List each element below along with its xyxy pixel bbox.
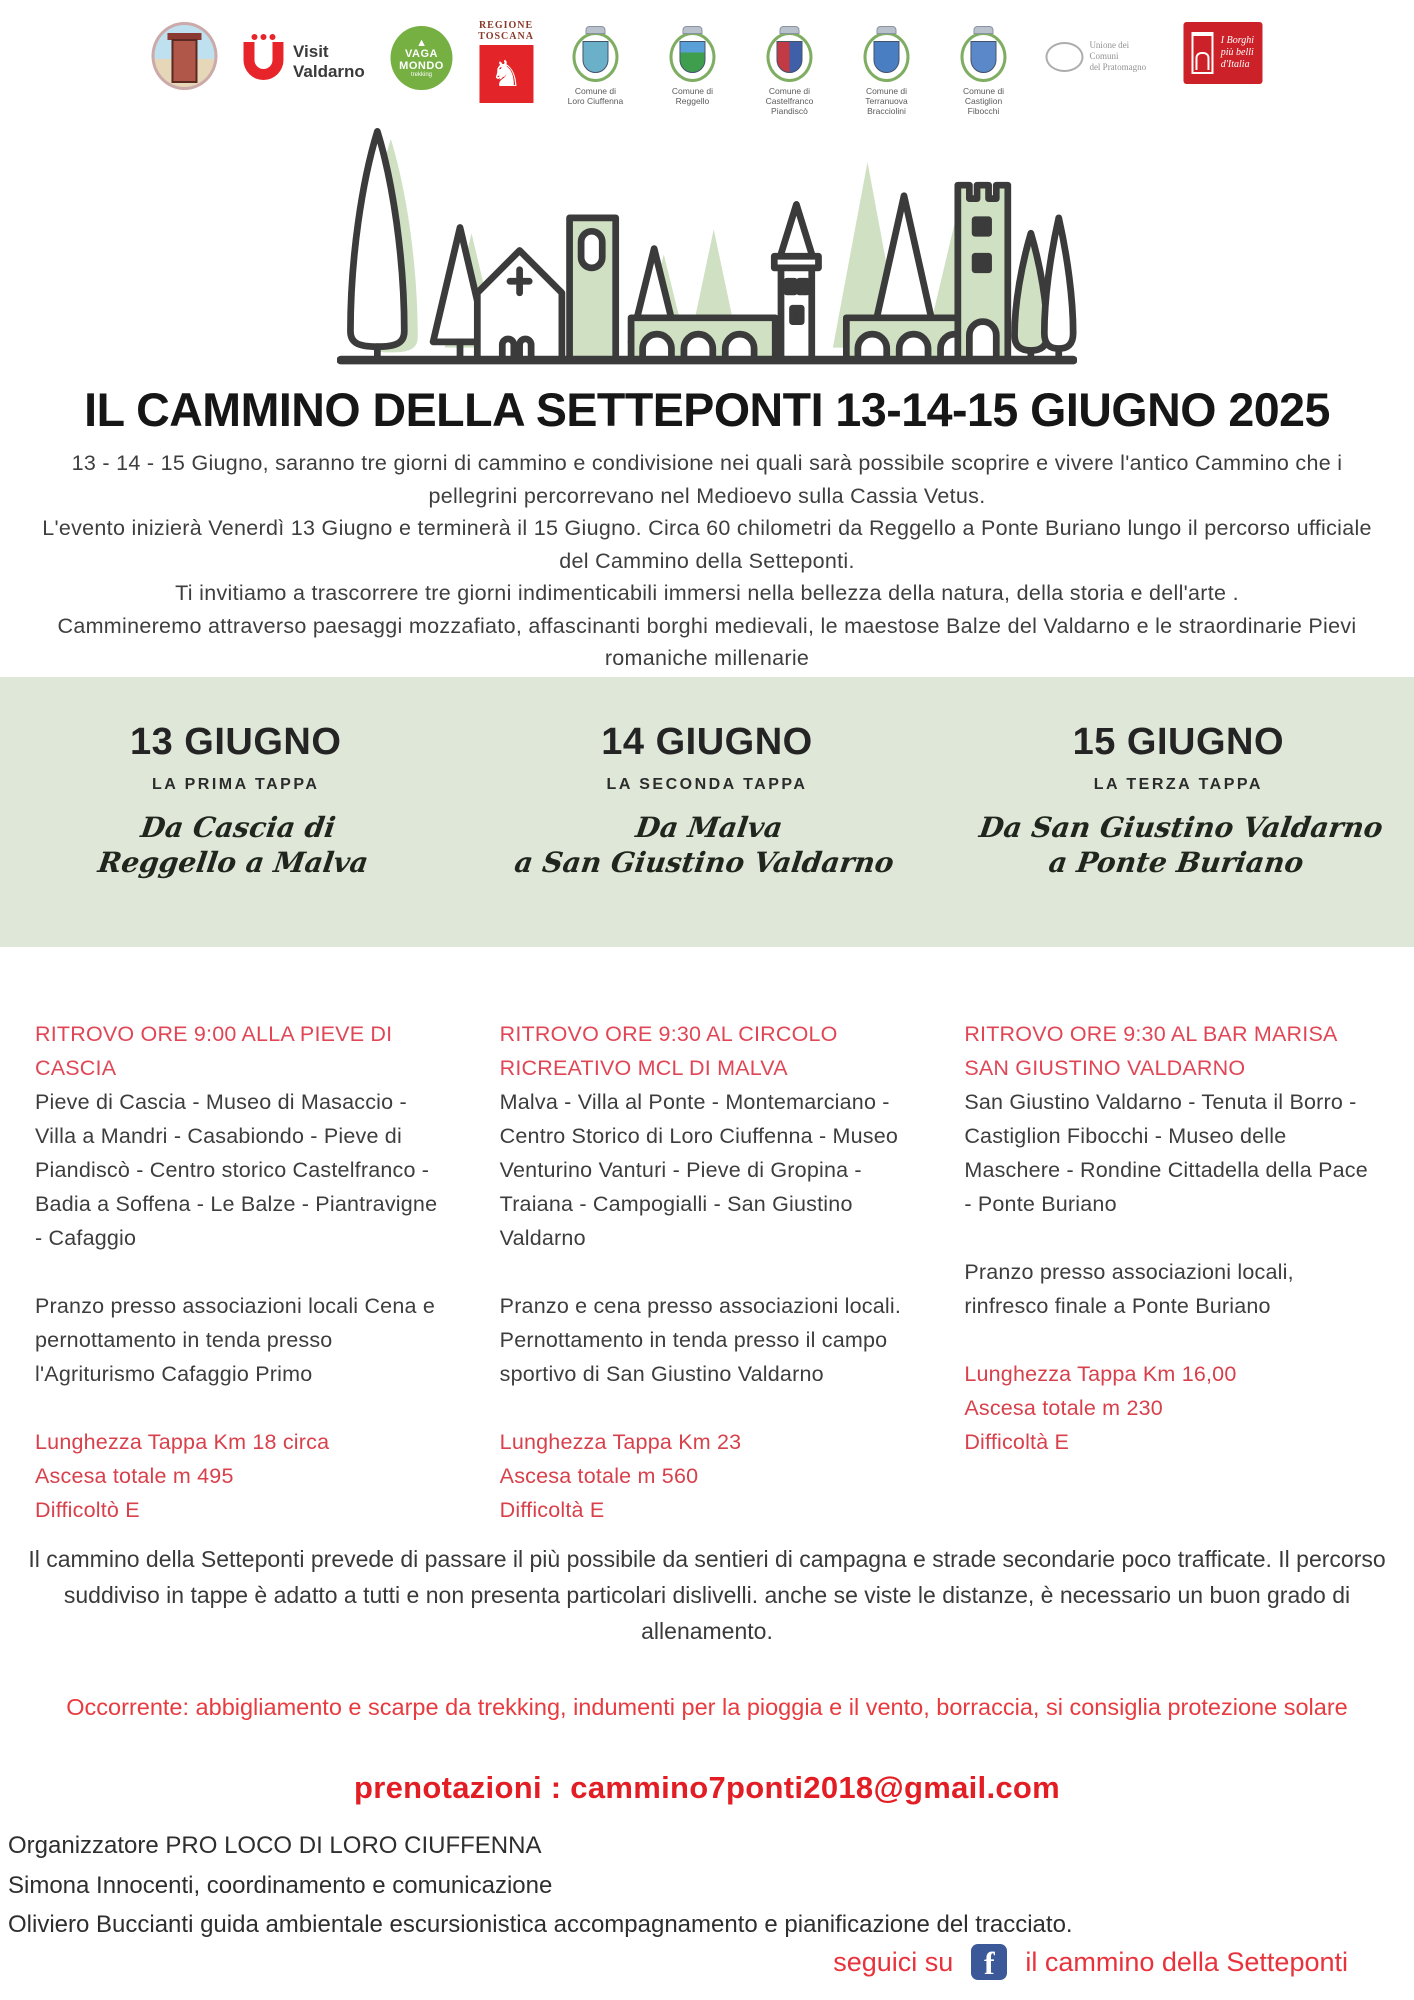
- proloco-loro-ciuffenna-logo: [151, 22, 217, 90]
- stage-stats: [35, 1425, 450, 1527]
- crest-wreath-icon: [766, 32, 812, 82]
- mountain-icon: ▲: [416, 37, 427, 49]
- stage-detail-column-1: [35, 1017, 450, 1527]
- visit-valdarno-u-icon: [243, 42, 283, 80]
- stage-difficulty: Difficoltà E: [964, 1430, 1070, 1454]
- booking-email[interactable]: prenotazioni : cammino7ponti2018@gmail.com: [353, 1770, 1060, 1805]
- meeting-point: RITROVO ORE 9:30 AL BAR MARISA SAN GIUSTINO VALDARNO: [964, 1022, 1337, 1080]
- stage-detail-column-2: [500, 1017, 915, 1527]
- page-title: IL CAMMINO DELLA SETTEPONTI 13-14-15 GIUGNO 2025: [84, 383, 1330, 436]
- stage-route: Da San Giustino Valdarno a Ponte Buriano: [976, 811, 1385, 879]
- stage-band: [0, 677, 1414, 947]
- regione-toscana-wordmark: [478, 20, 534, 42]
- stage-length: Lunghezza Tappa Km 23: [499, 1430, 742, 1454]
- stage-ascent: Ascesa totale m 560: [499, 1464, 699, 1488]
- itinerary: Malva - Villa al Ponte - Montemarciano - Centro Storico di Loro Ciuffenna - Museo Venturino Vanturi - Pieve di Gropina - Traiana - Campogialli - San Giustino Valdarno: [499, 1090, 899, 1250]
- stage-length: Lunghezza Tappa Km 16,00: [964, 1362, 1237, 1386]
- crest-shield-icon: [873, 41, 899, 73]
- crest-crown-icon: [585, 26, 605, 34]
- unione-comuni-pratomagno-logo: [1045, 40, 1157, 73]
- unione-oval-icon: [1045, 42, 1083, 72]
- crest-wreath-icon: [961, 32, 1007, 82]
- equipment-note: Occorrente: abbigliamento e scarpe da trekking, indumenti per la pioggia e il vento, borraccia, si consiglia protezione solare: [66, 1694, 1348, 1720]
- crest-shield-icon: [582, 41, 608, 73]
- organizer-block: [8, 1826, 1406, 1945]
- closing-paragraph: Il cammino della Setteponti prevede di passare il più possibile da sentieri di campagna e strade secondarie poco trafficate. Il percorso suddiviso in tappe è adatto a tutti e non presenta particolari dislivelli. anche se viste le distanze, è necessario un buon grado di allenamento.: [28, 1546, 1386, 1644]
- coordination-line: Simona Innocenti, coordinamento e comunicazione: [8, 1871, 553, 1899]
- vagamondo-sub: trekking: [411, 72, 433, 78]
- visit-valdarno-logo: [243, 34, 365, 82]
- organizer-line: Organizzatore PRO LOCO DI LORO CIUFFENNA: [8, 1832, 542, 1859]
- stage-stats: [500, 1425, 915, 1527]
- regione-line1: REGIONE: [478, 20, 534, 31]
- crest-wreath-icon: [669, 32, 715, 82]
- stage-length: Lunghezza Tappa Km 18 circa: [35, 1430, 330, 1454]
- meeting-point: RITROVO ORE 9:00 ALLA PIEVE DI CASCIA: [35, 1022, 393, 1080]
- crest-crown-icon: [779, 26, 799, 34]
- regione-toscana-logo: [478, 20, 534, 103]
- crest-crown-icon: [974, 26, 994, 34]
- crest-caption: Comune di Castiglion Fibocchi: [962, 86, 1005, 116]
- stage-label: LA PRIMA TAPPA: [151, 776, 320, 793]
- comune-loro-ciuffenna-crest: [560, 32, 631, 106]
- crest-caption: Comune di Terranuova Bracciolini: [865, 86, 908, 116]
- visit-valdarno-mark-icon: [243, 34, 283, 80]
- stage-detail-column-3: [964, 1017, 1379, 1527]
- pegasus-horse-icon: ♞: [489, 53, 523, 94]
- crest-wreath-icon: [863, 32, 909, 82]
- facebook-page-name[interactable]: il cammino della Setteponti: [1025, 1946, 1348, 1977]
- logistics: Pranzo e cena presso associazioni locali. Pernottamento in tenda presso il campo sportivo di San Giustino Valdarno: [499, 1294, 902, 1386]
- vagamondo-trekking-logo: [391, 26, 452, 90]
- stage-column-1: [0, 721, 471, 947]
- follow-line: [0, 1944, 1348, 1980]
- visit-valdarno-dots-icon: [251, 34, 275, 40]
- regione-toscana-emblem: [479, 45, 533, 103]
- stage-date: 13 GIUGNO: [129, 721, 342, 763]
- vagamondo-line2: MONDO: [399, 60, 444, 72]
- stage-difficulty: Difficoltà E: [499, 1498, 605, 1522]
- crest-shield-icon: [971, 41, 997, 73]
- vagamondo-line1: VAGA: [405, 48, 438, 60]
- borghi-piu-belli-logo: [1183, 22, 1262, 84]
- stage-ascent: Ascesa totale m 495: [35, 1464, 234, 1488]
- stage-details: [35, 1017, 1379, 1527]
- meeting-point: RITROVO ORE 9:30 AL CIRCOLO RICREATIVO MCL DI MALVA: [499, 1022, 838, 1080]
- comune-reggello-crest: [657, 32, 728, 106]
- crest-shield-icon: [679, 41, 705, 73]
- logistics: Pranzo presso associazioni locali, rinfresco finale a Ponte Buriano: [964, 1260, 1294, 1318]
- itinerary: Pieve di Cascia - Museo di Masaccio - Villa a Mandri - Casabiondo - Pieve di Piandiscò - Centro storico Castelfranco - Badia a Soffena - Le Balze - Piantravigne - Cafaggio: [35, 1090, 438, 1250]
- crest-shield-icon: [776, 41, 802, 73]
- unione-wordmark: Unione dei Comuni del Pratomagno: [1089, 40, 1147, 72]
- stage-route: Da Cascia di Reggello a Malva: [95, 811, 371, 879]
- stage-stats: [964, 1357, 1379, 1459]
- borghi-wordmark: I Borghi più belli d'Italia: [1220, 35, 1255, 70]
- proloco-tower-icon: [171, 39, 197, 83]
- crest-crown-icon: [682, 26, 702, 34]
- stage-date: 14 GIUGNO: [601, 721, 813, 763]
- village-skyline-illustration: [337, 104, 1077, 379]
- crest-caption: Comune di Loro Ciuffenna: [567, 86, 624, 106]
- stage-column-2: [471, 721, 942, 947]
- stage-label: LA SECONDA TAPPA: [606, 776, 808, 793]
- visit-valdarno-line2: Valdarno: [292, 62, 365, 81]
- visit-valdarno-wordmark: [293, 42, 365, 82]
- guide-line: Oliviero Buccianti guida ambientale escursionistica accompagnamento e pianificazione del tracciato.: [8, 1911, 1073, 1938]
- facebook-icon[interactable]: f: [971, 1944, 1007, 1980]
- intro-paragraph-3: Ti invitiamo a trascorrere tre giorni indimenticabili immersi nella bellezza della natura, della storia e dell'arte .: [175, 581, 1239, 605]
- crest-caption: Comune di Reggello: [671, 86, 714, 106]
- intro-paragraph-2: L'evento inizierà Venerdì 13 Giugno e terminerà il 15 Giugno. Circa 60 chilometri da Reggello a Ponte Buriano lungo il percorso ufficiale del Cammino della Setteponti.: [42, 516, 1372, 573]
- castle-gate-icon: [1192, 32, 1214, 74]
- regione-line2: TOSCANA: [478, 31, 534, 42]
- intro-text: [36, 447, 1378, 675]
- visit-valdarno-line1: Visit: [292, 42, 329, 61]
- stage-difficulty: Difficoltò E: [35, 1498, 140, 1522]
- intro-paragraph-1: 13 - 14 - 15 Giugno, saranno tre giorni di cammino e condivisione nei quali sarà possibile scoprire e vivere l'antico Cammino che i pellegrini percorrevano nel Medioevo sulla Cassia Vetus.: [71, 451, 1343, 508]
- stage-ascent: Ascesa totale m 230: [964, 1396, 1163, 1420]
- intro-paragraph-4: Cammineremo attraverso paesaggi mozzafiato, affascinanti borghi medievali, le maestose Balze del Valdarno e le straordinarie Pievi romaniche millenarie: [57, 613, 1357, 670]
- follow-label: seguici su: [833, 1946, 954, 1977]
- itinerary: San Giustino Valdarno - Tenuta il Borro - Castiglion Fibocchi - Museo delle Maschere - Rondine Cittadella della Pace - Ponte Buriano: [964, 1090, 1368, 1216]
- logistics: Pranzo presso associazioni locali Cena e pernottamento in tenda presso l'Agriturismo Cafaggio Primo: [35, 1294, 435, 1386]
- stage-column-3: [943, 721, 1414, 947]
- sponsor-logo-strip: [151, 14, 1262, 116]
- crest-caption: Comune di Castelfranco Piandiscò: [765, 86, 814, 116]
- stage-route: Da Malva a San Giustino Valdarno: [512, 811, 897, 879]
- crest-wreath-icon: [572, 32, 618, 82]
- stage-label: LA TERZA TAPPA: [1093, 776, 1263, 793]
- crest-crown-icon: [876, 26, 896, 34]
- stage-date: 15 GIUGNO: [1072, 721, 1285, 763]
